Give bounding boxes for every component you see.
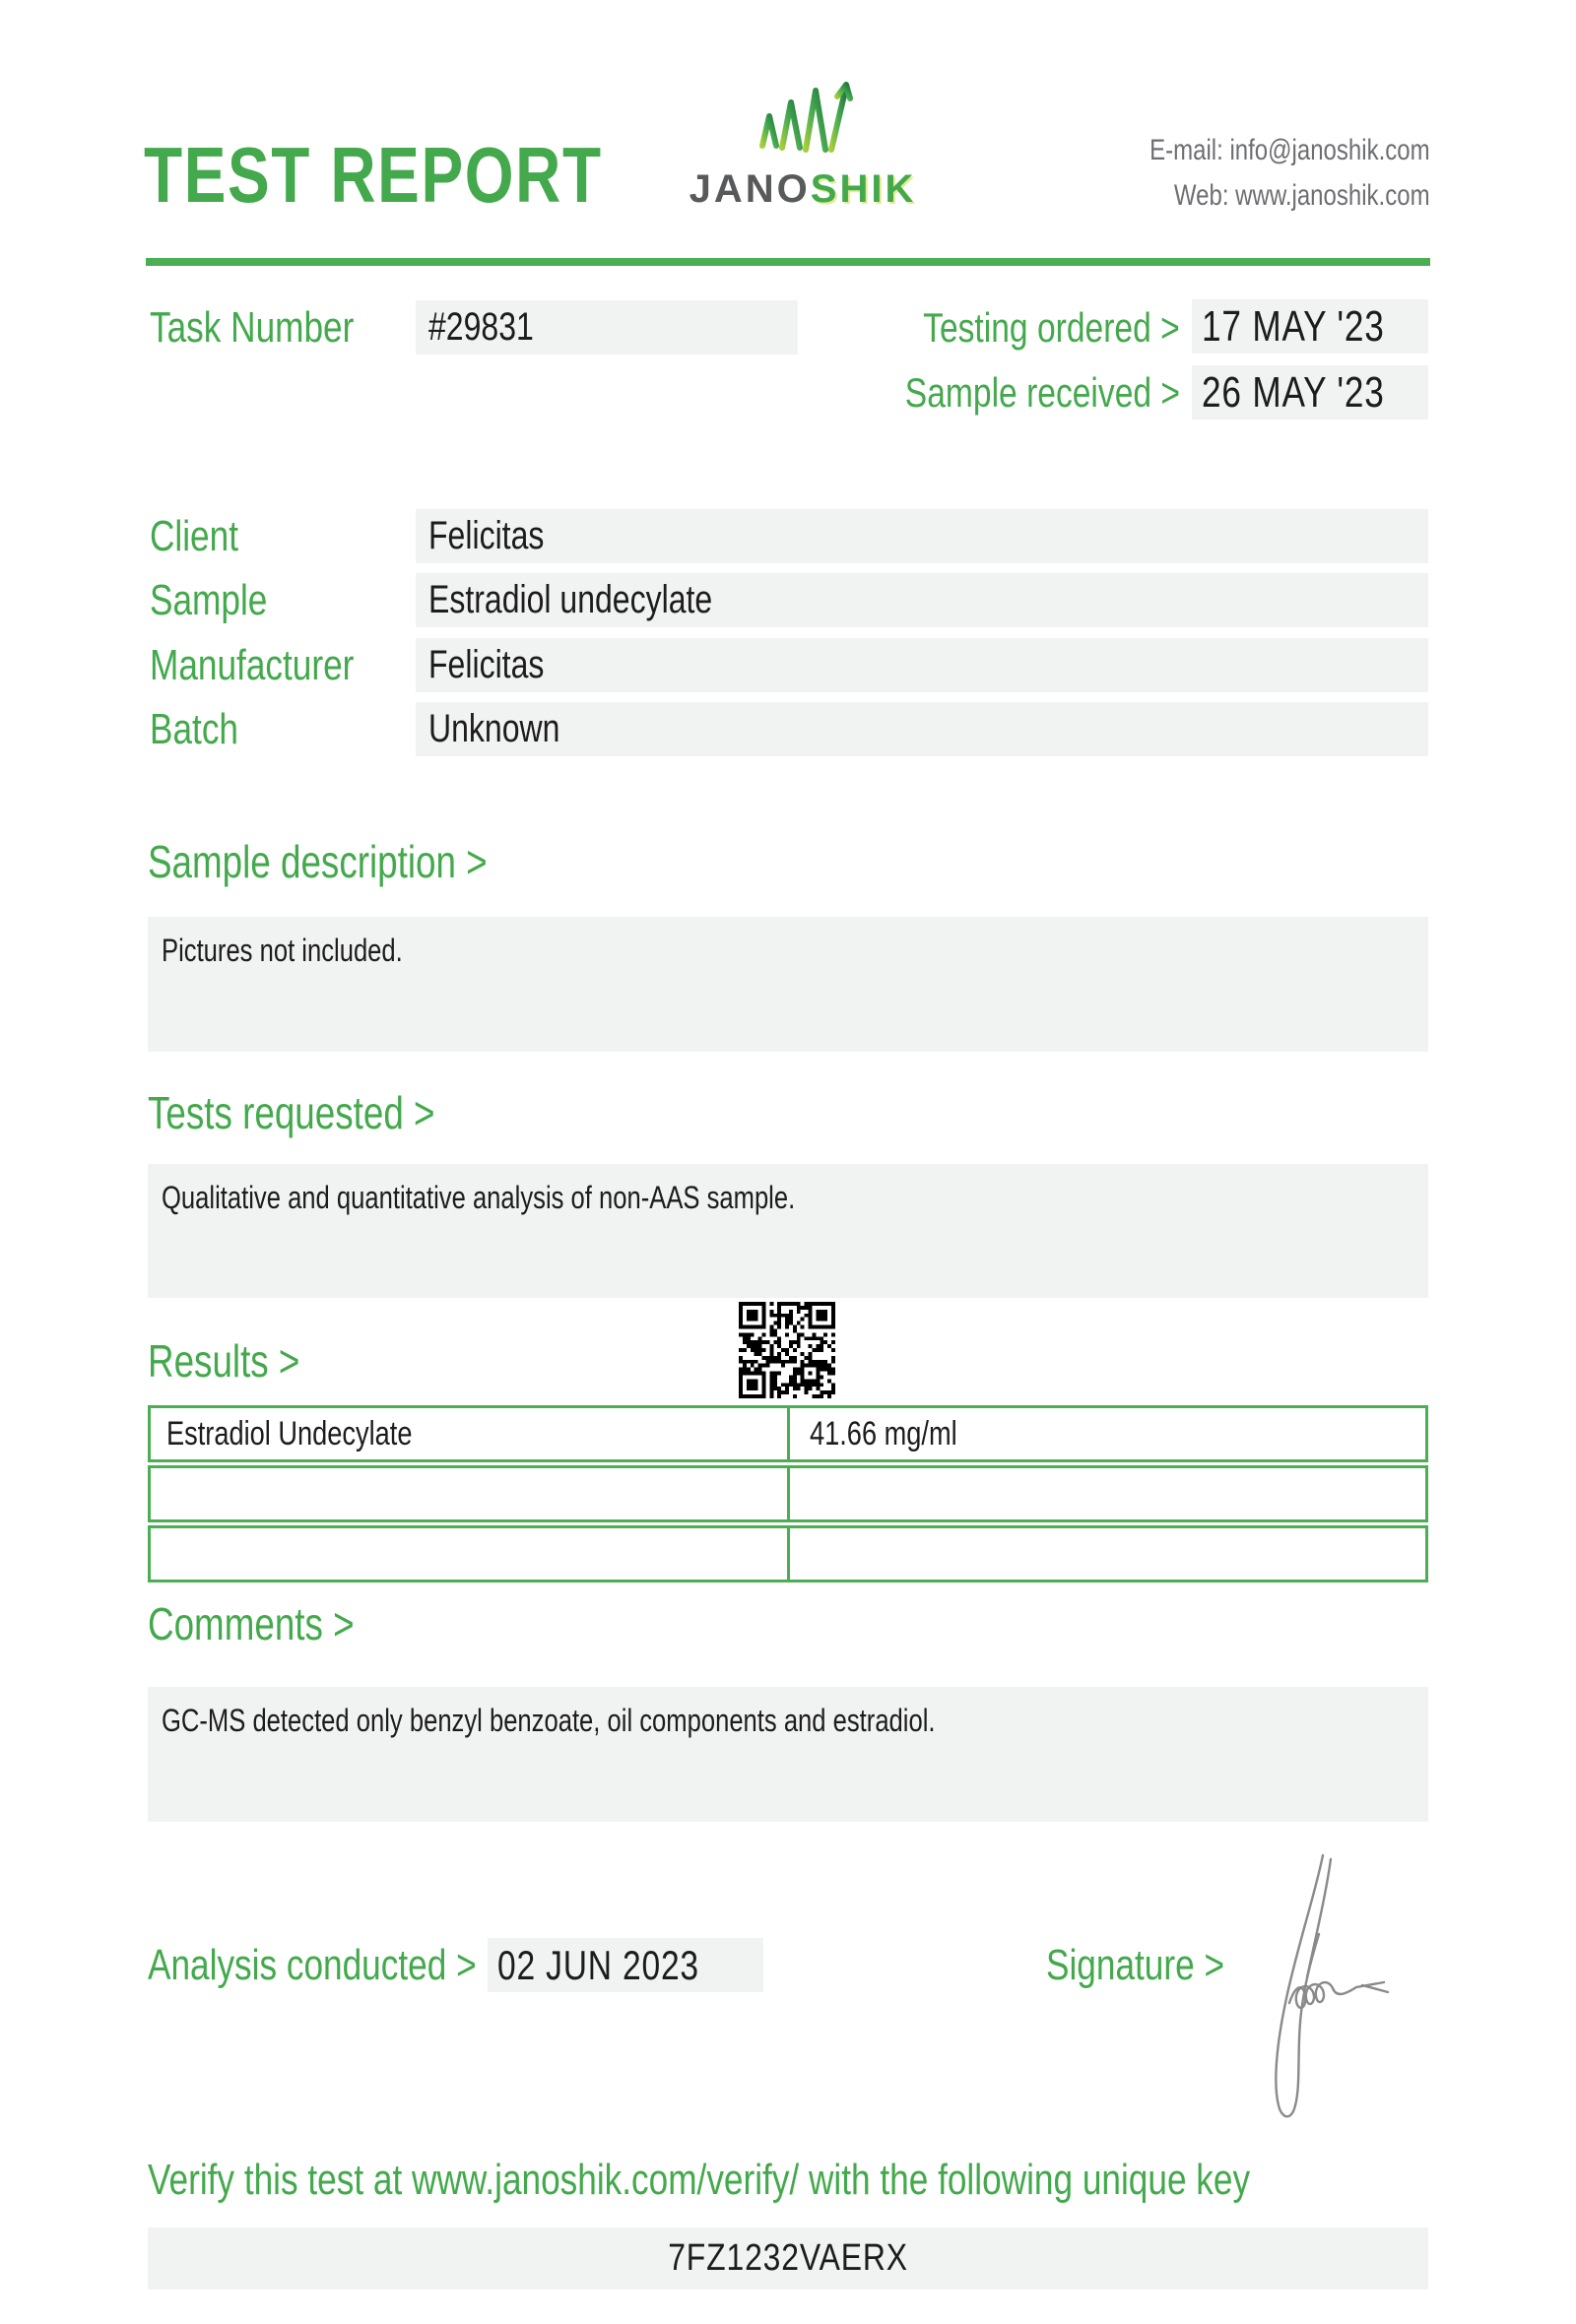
signature-stroke [1246, 1838, 1413, 2133]
sample-received-date: 26 MAY '23 [1192, 365, 1428, 420]
results-table-row [148, 1465, 1428, 1522]
contact-email: E-mail: info@janoshik.com [1149, 134, 1430, 166]
batch-value: Unknown [416, 702, 1428, 756]
result-amount: 41.66 mg/ml [787, 1408, 1425, 1459]
result-substance: Estradiol Undecylate [166, 1415, 413, 1452]
brand-logo [751, 75, 859, 163]
unique-key-box [148, 2227, 1428, 2290]
result-substance [151, 1528, 787, 1580]
testing-ordered-date: 17 MAY '23 [1192, 299, 1428, 354]
tests-requested-box: Qualitative and quantitative analysis of non-AAS sample. [148, 1164, 1428, 1298]
testing-ordered-label: Testing ordered > [923, 304, 1180, 351]
contact-web: Web: www.janoshik.com [1174, 179, 1430, 212]
manufacturer-label: Manufacturer [150, 641, 355, 689]
brand-wordmark [678, 167, 928, 212]
results-table-row [148, 1525, 1428, 1582]
sample-received-label: Sample received > [904, 369, 1180, 416]
signature-label: Signature > [1046, 1941, 1225, 1989]
comments-box: GC-MS detected only benzyl benzoate, oil components and estradiol. [148, 1687, 1428, 1822]
task-number-label: Task Number [150, 303, 355, 352]
verify-instruction: Verify this test at www.janoshik.com/verify/ with the following unique key [148, 2156, 1251, 2204]
result-amount [787, 1468, 1425, 1519]
sample-label: Sample [150, 576, 268, 624]
brand-jano: JANO [689, 167, 811, 211]
logo-chart-icon [751, 75, 859, 163]
sample-description-heading: Sample description > [148, 836, 488, 887]
brand-shik: SHIK [810, 167, 917, 211]
results-table-row [148, 1405, 1428, 1462]
client-label: Client [150, 512, 238, 560]
contact-block [1080, 128, 1430, 219]
qr-code [739, 1302, 835, 1398]
analysis-conducted-date: 02 JUN 2023 [488, 1938, 763, 1992]
results-heading: Results > [148, 1335, 300, 1387]
page-title-text: TEST REPORT [144, 131, 603, 219]
manufacturer-value: Felicitas [416, 638, 1428, 692]
sample-description-box: Pictures not included. [148, 917, 1428, 1052]
analysis-conducted-label: Analysis conducted > [148, 1941, 477, 1989]
result-amount [787, 1528, 1425, 1580]
batch-label: Batch [150, 705, 239, 753]
header-divider [146, 258, 1430, 266]
comments-heading: Comments > [148, 1598, 355, 1649]
signature-image [1246, 1838, 1413, 2133]
task-number-value: #29831 [416, 300, 798, 355]
tests-requested-heading: Tests requested > [148, 1087, 435, 1138]
results-table [148, 1405, 1428, 1585]
result-substance [151, 1468, 787, 1519]
page-title [144, 130, 717, 221]
unique-key: 7FZ1232VAERX [668, 2237, 908, 2279]
client-value: Felicitas [416, 509, 1428, 563]
sample-value: Estradiol undecylate [416, 573, 1428, 627]
